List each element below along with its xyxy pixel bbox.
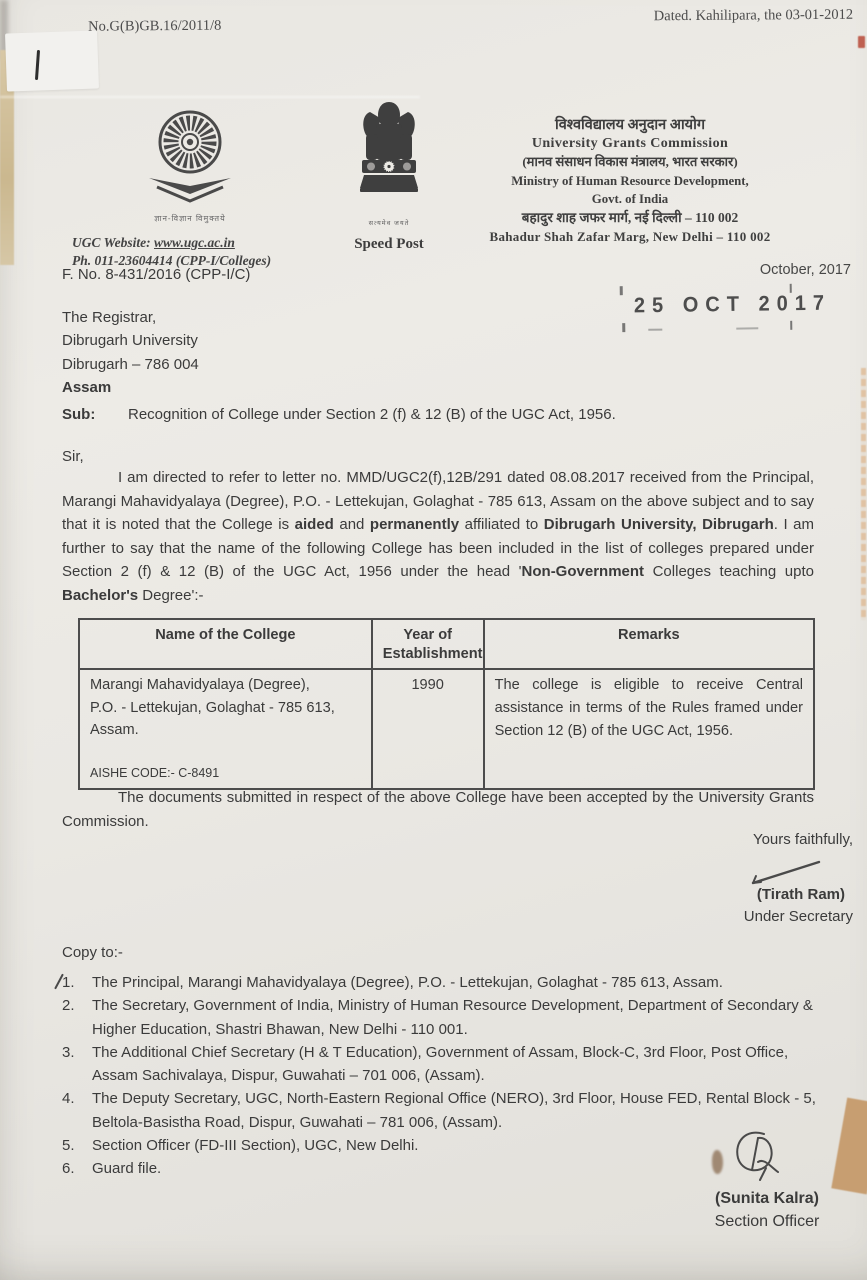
stamp-frame-dash <box>648 329 662 331</box>
item-text: Section Officer (FD-III Section), UGC, New Delhi. <box>92 1137 419 1155</box>
addressee-block <box>62 306 199 400</box>
underlying-page-text-strip <box>861 368 866 620</box>
item-number: 4. <box>62 1090 75 1108</box>
col-header-remarks: Remarks <box>484 619 814 669</box>
red-edge-mark <box>858 36 865 48</box>
paper-patch <box>5 30 99 91</box>
item-number: 2. <box>62 997 75 1015</box>
college-name-line: P.O. - Lettekujan, Golaghat - 785 613, <box>90 699 335 716</box>
paper-crease <box>0 96 420 98</box>
para1-segment: permanently <box>369 516 460 534</box>
stamp-frame-tick <box>790 321 793 330</box>
para1-segment: Bachelor's <box>62 586 139 604</box>
subject-text: Recognition of College under Section 2 (f) & 12 (B) of the UGC Act, 1956. <box>128 406 616 423</box>
received-date-stamp <box>620 284 832 332</box>
top-reference-row <box>0 5 867 35</box>
para1-segment: affiliated to <box>459 516 544 534</box>
col-header-name: Name of the College <box>79 619 372 669</box>
stamp-frame-dash <box>736 327 758 329</box>
body-paragraph-1 <box>62 466 814 608</box>
govt-of-india: Govt. of India <box>591 192 669 207</box>
ministry-hindi: (मानव संसाधन विकास मंत्रालय, भारत सरकार) <box>522 154 738 170</box>
outward-ref-number: No.G(B)GB.16/2011/8 <box>88 17 222 35</box>
list-item <box>62 1087 818 1134</box>
item-number: 6. <box>62 1160 75 1178</box>
signatory-title: Section Officer <box>714 1213 820 1230</box>
list-item <box>62 1041 818 1088</box>
letterhead-center <box>330 100 448 253</box>
stamp-frame-tick <box>622 323 625 332</box>
ugc-website-line <box>72 234 308 252</box>
item-number: 1. <box>62 971 92 994</box>
table-row <box>79 669 814 789</box>
item-text: The Principal, Marangi Mahavidyalaya (Degree), P.O. - Lettekujan, Golaghat - 785 613, Assam. <box>92 974 723 991</box>
signatory-title: Under Secretary <box>743 908 853 925</box>
address-hindi: बहादुर शाह जफर मार्ग, नई दिल्ली – 110 002 <box>521 209 739 225</box>
aishe-code: AISHE CODE:- C-8491 <box>90 765 220 780</box>
copy-to-list <box>62 971 818 1181</box>
address-english: Bahadur Shah Zafar Marg, New Delhi – 110 002 <box>489 228 771 244</box>
speed-post-label: Speed Post <box>354 236 424 252</box>
para1-segment: Colleges teaching upto <box>644 563 814 581</box>
file-number: F. No. 8-431/2016 (CPP-I/C) <box>62 266 251 283</box>
stamp-date-text: 25 OCT 2017 <box>633 291 832 318</box>
remarks-cell: The college is eligible to receive Central assistance in terms of the Rules framed under Section 12 (B) of the UGC Act, 1956. <box>484 669 814 789</box>
college-name-cell <box>79 669 372 789</box>
item-text: Guard file. <box>92 1160 162 1178</box>
org-name-english: University Grants Commission <box>531 135 729 151</box>
addressee-line: Dibrugarh – 786 004 <box>62 355 199 373</box>
addressee-line: The Registrar, <box>62 309 157 326</box>
list-item <box>62 971 818 994</box>
item-number: 5. <box>62 1137 75 1155</box>
list-item <box>62 1134 818 1157</box>
para1-segment: aided <box>294 516 334 534</box>
ugc-phone-line: Ph. 011-23604414 (CPP-I/Colleges) <box>72 252 272 268</box>
ugc-logo-icon <box>137 106 243 206</box>
stain-wedge <box>831 1098 867 1195</box>
para1-segment: Dibrugarh University, Dibrugarh <box>543 516 774 534</box>
subject-label: Sub: <box>62 406 96 423</box>
emblem-motto: सत्यमेव जयते <box>368 220 410 227</box>
item-text: The Secretary, Government of India, Ministry of Human Resource Development, Department of Secondary & Higher Education, Shastri Bhawan, New Delhi - 110 001. <box>92 997 813 1038</box>
website-url: www.ugc.ac.in <box>154 235 235 250</box>
list-item <box>62 994 818 1041</box>
ugc-logo-motto: ज्ञान-विज्ञान विमुक्तये <box>154 214 226 223</box>
under-secretary-signature <box>747 856 837 888</box>
col-header-year: Year of Establishment <box>372 619 484 669</box>
letterhead-org-block <box>455 116 805 246</box>
ministry-english: Ministry of Human Resource Development, <box>511 173 749 188</box>
signatory-name: (Sunita Kalra) <box>714 1190 819 1207</box>
letter-month-year: October, 2017 <box>759 262 851 278</box>
national-emblem-icon <box>356 100 422 212</box>
org-name-hindi: विश्वविद्यालय अनुदान आयोग <box>554 117 706 133</box>
copy-to-label: Copy to:- <box>62 944 123 961</box>
establishment-year-cell: 1990 <box>372 669 484 789</box>
para1-segment: Degree':- <box>138 586 204 604</box>
section-officer-signature <box>726 1128 796 1194</box>
para1-segment: Non-Government <box>521 563 645 581</box>
salutation: Sir, <box>62 448 84 465</box>
para1-segment: . I am further to say that the name of the following College has been included in the list of colleges prepared under Section 2 (f) & 12 (B) of the UGC Act, 1956 under the head ' <box>62 516 814 581</box>
college-table <box>78 618 815 790</box>
table-header-row <box>79 619 814 669</box>
website-label: UGC Website: <box>72 235 151 250</box>
item-text: The Deputy Secretary, UGC, North-Eastern Regional Office (NERO), 3rd Floor, House FED, Rental Block - 5, Beltola-Basistha Road, Dispur, Guwahati – 781 006, (Assam). <box>92 1090 816 1131</box>
letterhead-left <box>72 106 308 269</box>
signatory-name: (Tirath Ram) <box>756 886 845 903</box>
addressee-line: Dibrugarh University <box>62 332 198 350</box>
closing-paragraph: The documents submitted in respect of the above College have been accepted by the University Grants Commission. <box>62 789 814 830</box>
para1-segment: and <box>333 516 370 534</box>
stamp-frame-tick <box>620 286 623 295</box>
list-item <box>62 1157 818 1180</box>
item-number: 3. <box>62 1043 75 1061</box>
item-text: The Additional Chief Secretary (H & T Education), Government of Assam, Block-C, 3rd Floor, Post Office, Assam Sachivalaya, Dispur, Guwahati – 701 006, (Assam). <box>92 1043 789 1085</box>
ugc-contact-block <box>72 234 308 269</box>
para1-segment: I am directed to refer to letter no. MMD/UGC2(f),12B/291 dated 08.08.2017 received from the Principal, Marangi Mahavidyalaya (Degree), P.O. - Lettekujan, Golaghat - 785 613, Assam on the above subject and to say that it is noted that the College is <box>62 469 814 534</box>
college-name-line: Assam. <box>90 722 139 738</box>
dated-line: Dated. Kahilipara, the 03-01-2012 <box>653 6 854 25</box>
subject-line <box>62 406 812 423</box>
college-name-line: Marangi Mahavidyalaya (Degree), <box>90 677 310 693</box>
valediction: Yours faithfully, <box>752 831 853 848</box>
addressee-line: Assam <box>62 379 112 397</box>
